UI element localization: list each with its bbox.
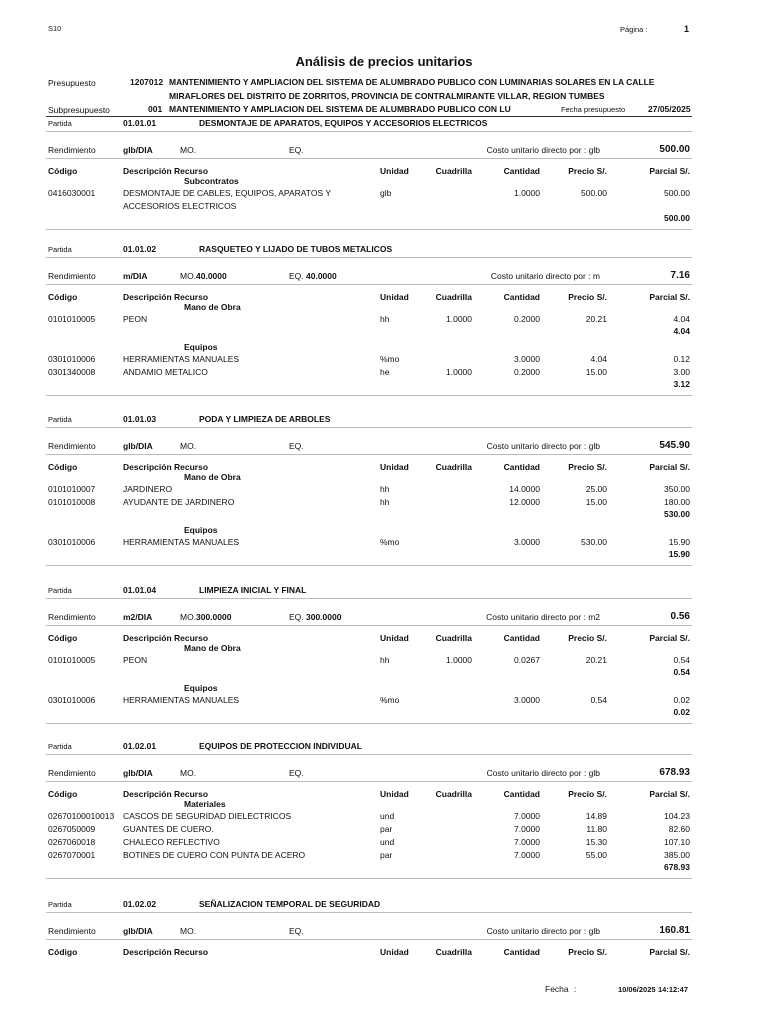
page-label: Página : — [620, 25, 648, 34]
resource-code: 0101010007 — [48, 484, 96, 494]
col-header-parcial: Parcial S/. — [649, 462, 690, 472]
eq-label: EQ. — [289, 768, 304, 778]
partida-label: Partida — [48, 245, 72, 254]
resource-description: PEON — [123, 655, 148, 665]
resource-description: GUANTES DE CUERO. — [123, 824, 214, 834]
resource-precio: 15.30 — [585, 837, 607, 847]
resource-precio: 11.80 — [586, 824, 607, 834]
col-header-unidad: Unidad — [380, 789, 409, 799]
resource-description-line2: ACCESORIOS ELECTRICOS — [123, 201, 237, 211]
resource-cantidad: 3.0000 — [514, 354, 540, 364]
resource-description: ANDAMIO METALICO — [123, 367, 208, 377]
col-header-precio: Precio S/. — [568, 947, 607, 957]
rendimiento-label: Rendimiento — [48, 145, 96, 155]
partida-name: RASQUETEO Y LIJADO DE TUBOS METALICOS — [199, 244, 393, 254]
resource-precio: 500.00 — [581, 188, 607, 198]
resource-code: 0101010005 — [48, 314, 96, 324]
resource-description: CASCOS DE SEGURIDAD DIELECTRICOS — [123, 811, 292, 821]
page-title: Análisis de precios unitarios — [295, 54, 473, 69]
footer-fecha-colon: : — [574, 984, 577, 994]
group-subtotal: 0.54 — [673, 667, 690, 677]
resource-code: 0101010008 — [48, 497, 96, 507]
rendimiento-unit: glb/DIA — [123, 768, 153, 778]
partida-divider — [46, 754, 692, 755]
costo-unitario-label: Costo unitario directo por : glb — [486, 441, 600, 451]
resource-code: 0301010006 — [48, 354, 96, 364]
eq-value: 40.0000 — [306, 271, 337, 281]
rendimiento-unit: m2/DIA — [123, 612, 153, 622]
group-subtotal: 15.90 — [668, 549, 690, 559]
group-heading: Subcontratos — [184, 176, 239, 186]
costo-unitario-label: Costo unitario directo por : m2 — [486, 612, 600, 622]
resource-parcial: 107.10 — [664, 837, 690, 847]
col-header-unidad: Unidad — [380, 292, 409, 302]
partida-label: Partida — [48, 586, 72, 595]
partida-end-divider — [46, 229, 692, 230]
presupuesto-code: 1207012 — [130, 77, 164, 87]
resource-cantidad: 7.0000 — [514, 824, 540, 834]
partida-code: 01.02.01 — [123, 741, 157, 751]
rendimiento-label: Rendimiento — [48, 271, 96, 281]
costo-unitario-value: 7.16 — [670, 270, 690, 281]
partida-code: 01.01.02 — [123, 244, 157, 254]
resource-unit: und — [380, 811, 395, 821]
col-header-descripcion: Descripción Recurso — [123, 633, 209, 643]
presupuesto-label: Presupuesto — [48, 78, 96, 88]
resource-parcial: 3.00 — [673, 367, 690, 377]
group-heading: Mano de Obra — [184, 643, 241, 653]
eq-label: EQ. — [289, 271, 304, 281]
eq-label: EQ. — [289, 612, 304, 622]
partida-label: Partida — [48, 900, 72, 909]
mo-label: MO. — [180, 612, 197, 622]
col-header-parcial: Parcial S/. — [649, 789, 690, 799]
col-header-cuadrilla: Cuadrilla — [435, 462, 472, 472]
partida-end-divider — [46, 565, 692, 566]
col-header-cuadrilla: Cuadrilla — [435, 292, 472, 302]
header-divider — [46, 116, 692, 117]
col-header-codigo: Código — [48, 947, 78, 957]
rendimiento-divider — [46, 454, 692, 455]
col-header-precio: Precio S/. — [568, 292, 607, 302]
rendimiento-divider — [46, 158, 692, 159]
resource-cuadrilla: 1.0000 — [446, 367, 472, 377]
subpresupuesto-code: 001 — [148, 104, 163, 114]
resource-cantidad: 7.0000 — [514, 811, 540, 821]
resource-description: CHALECO REFLECTIVO — [123, 837, 220, 847]
costo-unitario-label: Costo unitario directo por : glb — [486, 768, 600, 778]
resource-precio: 15.00 — [585, 497, 607, 507]
col-header-precio: Precio S/. — [568, 789, 607, 799]
col-header-cantidad: Cantidad — [503, 292, 540, 302]
resource-cuadrilla: 1.0000 — [446, 314, 472, 324]
costo-unitario-value: 500.00 — [659, 144, 690, 155]
resource-description: AYUDANTE DE JARDINERO — [123, 497, 235, 507]
partida-divider — [46, 598, 692, 599]
resource-precio: 25.00 — [585, 484, 607, 494]
resource-unit: par — [380, 824, 393, 834]
partida-name: LIMPIEZA INICIAL Y FINAL — [199, 585, 307, 595]
resource-unit: %mo — [380, 354, 400, 364]
partida-divider — [46, 257, 692, 258]
costo-unitario-value: 545.90 — [659, 440, 690, 451]
resource-parcial: 15.90 — [668, 537, 690, 547]
col-header-codigo: Código — [48, 633, 78, 643]
page-number: 1 — [684, 24, 690, 34]
col-header-parcial: Parcial S/. — [649, 633, 690, 643]
col-header-descripcion: Descripción Recurso — [123, 947, 209, 957]
resource-code: 0301340008 — [48, 367, 96, 377]
group-subtotal: 0.02 — [673, 707, 690, 717]
partida-label: Partida — [48, 742, 72, 751]
col-header-unidad: Unidad — [380, 166, 409, 176]
resource-parcial: 500.00 — [664, 188, 690, 198]
eq-label: EQ. — [289, 145, 304, 155]
partida-label: Partida — [48, 415, 72, 424]
footer-fecha-label: Fecha — [545, 984, 569, 994]
resource-cantidad: 12.0000 — [509, 497, 540, 507]
resource-precio: 15.00 — [585, 367, 607, 377]
mo-label: MO. — [180, 271, 197, 281]
rendimiento-divider — [46, 781, 692, 782]
costo-unitario-label: Costo unitario directo por : glb — [486, 145, 600, 155]
eq-label: EQ. — [289, 441, 304, 451]
partida-code: 01.01.04 — [123, 585, 157, 595]
resource-cantidad: 14.0000 — [509, 484, 540, 494]
col-header-cantidad: Cantidad — [503, 633, 540, 643]
resource-cantidad: 3.0000 — [514, 537, 540, 547]
partida-divider — [46, 427, 692, 428]
subpresupuesto-label: Subpresupuesto — [48, 105, 110, 115]
costo-unitario-value: 160.81 — [659, 925, 690, 936]
resource-parcial: 0.12 — [673, 354, 690, 364]
mo-label: MO. — [180, 441, 197, 451]
resource-unit: hh — [380, 484, 390, 494]
resource-parcial: 4.04 — [673, 314, 690, 324]
footer-fecha-value: 10/06/2025 — [618, 985, 656, 994]
rendimiento-label: Rendimiento — [48, 612, 96, 622]
resource-precio: 20.21 — [585, 655, 607, 665]
group-subtotal: 530.00 — [664, 509, 690, 519]
group-subtotal: 500.00 — [664, 213, 690, 223]
col-header-codigo: Código — [48, 292, 78, 302]
partida-end-divider — [46, 395, 692, 396]
mo-value: 300.0000 — [196, 612, 232, 622]
fecha-presupuesto-label: Fecha presupuesto — [561, 105, 626, 114]
resource-code: 0301010006 — [48, 695, 96, 705]
resource-description: JARDINERO — [123, 484, 173, 494]
resource-unit: %mo — [380, 695, 400, 705]
partida-name: DESMONTAJE DE APARATOS, EQUIPOS Y ACCESORIOS ELECTRICOS — [199, 118, 488, 128]
rendimiento-unit: m/DIA — [123, 271, 148, 281]
resource-precio: 4.04 — [590, 354, 607, 364]
resource-precio: 14.89 — [585, 811, 607, 821]
resource-unit: glb — [380, 188, 392, 198]
eq-label: EQ. — [289, 926, 304, 936]
rendimiento-divider — [46, 625, 692, 626]
resource-description: BOTINES DE CUERO CON PUNTA DE ACERO — [123, 850, 306, 860]
partida-code: 01.01.01 — [123, 118, 157, 128]
col-header-precio: Precio S/. — [568, 633, 607, 643]
resource-code: 0267070001 — [48, 850, 96, 860]
resource-code: 0267050009 — [48, 824, 96, 834]
col-header-parcial: Parcial S/. — [649, 947, 690, 957]
costo-unitario-value: 0.56 — [670, 611, 690, 622]
col-header-cantidad: Cantidad — [503, 462, 540, 472]
col-header-cantidad: Cantidad — [503, 166, 540, 176]
resource-precio: 55.00 — [585, 850, 607, 860]
group-subtotal: 3.12 — [673, 379, 690, 389]
resource-description: DESMONTAJE DE CABLES, EQUIPOS, APARATOS Y — [123, 188, 331, 198]
group-heading: Mano de Obra — [184, 472, 241, 482]
group-heading: Equipos — [184, 525, 218, 535]
col-header-unidad: Unidad — [380, 633, 409, 643]
resource-unit: hh — [380, 655, 390, 665]
resource-cuadrilla: 1.0000 — [446, 655, 472, 665]
costo-unitario-value: 678.93 — [659, 767, 690, 778]
group-subtotal: 4.04 — [673, 326, 690, 336]
resource-cantidad: 0.0267 — [514, 655, 540, 665]
resource-unit: hh — [380, 314, 390, 324]
partida-name: EQUIPOS DE PROTECCION INDIVIDUAL — [199, 741, 362, 751]
resource-parcial: 0.54 — [673, 655, 690, 665]
resource-code: 0416030001 — [48, 188, 96, 198]
partida-divider — [46, 131, 692, 132]
group-heading: Mano de Obra — [184, 302, 241, 312]
col-header-cantidad: Cantidad — [503, 789, 540, 799]
resource-precio: 530.00 — [581, 537, 607, 547]
resource-code: 0301010006 — [48, 537, 96, 547]
resource-code: 02670100010013 — [48, 811, 115, 821]
partida-code: 01.02.02 — [123, 899, 157, 909]
partida-label: Partida — [48, 119, 72, 128]
subpresupuesto-name: MANTENIMIENTO Y AMPLIACION DEL SISTEMA DE ALUMBRADO PUBLICO CON LU — [169, 104, 511, 114]
col-header-codigo: Código — [48, 462, 78, 472]
group-heading: Equipos — [184, 342, 218, 352]
col-header-unidad: Unidad — [380, 947, 409, 957]
mo-label: MO. — [180, 768, 197, 778]
partida-divider — [46, 912, 692, 913]
col-header-cuadrilla: Cuadrilla — [435, 947, 472, 957]
group-heading: Materiales — [184, 799, 226, 809]
resource-unit: und — [380, 837, 395, 847]
resource-code: 0267060018 — [48, 837, 96, 847]
col-header-cuadrilla: Cuadrilla — [435, 633, 472, 643]
resource-parcial: 385.00 — [664, 850, 690, 860]
resource-unit: %mo — [380, 537, 400, 547]
col-header-cuadrilla: Cuadrilla — [435, 166, 472, 176]
col-header-descripcion: Descripción Recurso — [123, 166, 209, 176]
rendimiento-unit: glb/DIA — [123, 926, 153, 936]
mo-label: MO. — [180, 145, 197, 155]
partida-name: PODA Y LIMPIEZA DE ARBOLES — [199, 414, 331, 424]
col-header-unidad: Unidad — [380, 462, 409, 472]
partida-name: SEÑALIZACION TEMPORAL DE SEGURIDAD — [199, 899, 381, 909]
resource-unit: he — [380, 367, 390, 377]
col-header-descripcion: Descripción Recurso — [123, 789, 209, 799]
resource-cantidad: 0.2000 — [514, 314, 540, 324]
resource-parcial: 0.02 — [673, 695, 690, 705]
col-header-parcial: Parcial S/. — [649, 292, 690, 302]
presupuesto-name-line2: MIRAFLORES DEL DISTRITO DE ZORRITOS, PROVINCIA DE CONTRALMIRANTE VILLAR, REGION TUMBES — [169, 91, 605, 101]
resource-code: 0101010005 — [48, 655, 96, 665]
partida-end-divider — [46, 878, 692, 879]
resource-description: HERRAMIENTAS MANUALES — [123, 537, 240, 547]
resource-precio: 0.54 — [590, 695, 607, 705]
resource-parcial: 104.23 — [664, 811, 690, 821]
col-header-precio: Precio S/. — [568, 462, 607, 472]
resource-cantidad: 0.2000 — [514, 367, 540, 377]
resource-cantidad: 7.0000 — [514, 837, 540, 847]
report-code: S10 — [48, 24, 62, 33]
fecha-presupuesto-value: 27/05/2025 — [648, 104, 691, 114]
group-subtotal: 678.93 — [664, 862, 690, 872]
partida-code: 01.01.03 — [123, 414, 157, 424]
resource-parcial: 82.60 — [668, 824, 690, 834]
col-header-codigo: Código — [48, 166, 78, 176]
resource-description: HERRAMIENTAS MANUALES — [123, 695, 240, 705]
rendimiento-label: Rendimiento — [48, 926, 96, 936]
col-header-cuadrilla: Cuadrilla — [435, 789, 472, 799]
footer-hora-value: 14:12:47 — [658, 985, 689, 994]
partida-end-divider — [46, 723, 692, 724]
resource-cantidad: 1.0000 — [514, 188, 540, 198]
rendimiento-label: Rendimiento — [48, 768, 96, 778]
resource-description: HERRAMIENTAS MANUALES — [123, 354, 240, 364]
rendimiento-divider — [46, 939, 692, 940]
resource-parcial: 350.00 — [664, 484, 690, 494]
resource-parcial: 180.00 — [664, 497, 690, 507]
rendimiento-unit: glb/DIA — [123, 441, 153, 451]
resource-description: PEON — [123, 314, 148, 324]
col-header-cantidad: Cantidad — [503, 947, 540, 957]
resource-cantidad: 3.0000 — [514, 695, 540, 705]
resource-unit: par — [380, 850, 393, 860]
costo-unitario-label: Costo unitario directo por : glb — [486, 926, 600, 936]
resource-precio: 20.21 — [585, 314, 607, 324]
col-header-parcial: Parcial S/. — [649, 166, 690, 176]
col-header-codigo: Código — [48, 789, 78, 799]
mo-value: 40.0000 — [196, 271, 227, 281]
col-header-descripcion: Descripción Recurso — [123, 462, 209, 472]
eq-value: 300.0000 — [306, 612, 342, 622]
presupuesto-name-line1: MANTENIMIENTO Y AMPLIACION DEL SISTEMA DE ALUMBRADO PUBLICO CON LUMINARIAS SOLARES EN LA CALLE — [169, 77, 655, 87]
col-header-descripcion: Descripción Recurso — [123, 292, 209, 302]
rendimiento-divider — [46, 284, 692, 285]
resource-unit: hh — [380, 497, 390, 507]
costo-unitario-label: Costo unitario directo por : m — [490, 271, 600, 281]
col-header-precio: Precio S/. — [568, 166, 607, 176]
rendimiento-label: Rendimiento — [48, 441, 96, 451]
rendimiento-unit: glb/DIA — [123, 145, 153, 155]
group-heading: Equipos — [184, 683, 218, 693]
resource-cantidad: 7.0000 — [514, 850, 540, 860]
mo-label: MO. — [180, 926, 197, 936]
